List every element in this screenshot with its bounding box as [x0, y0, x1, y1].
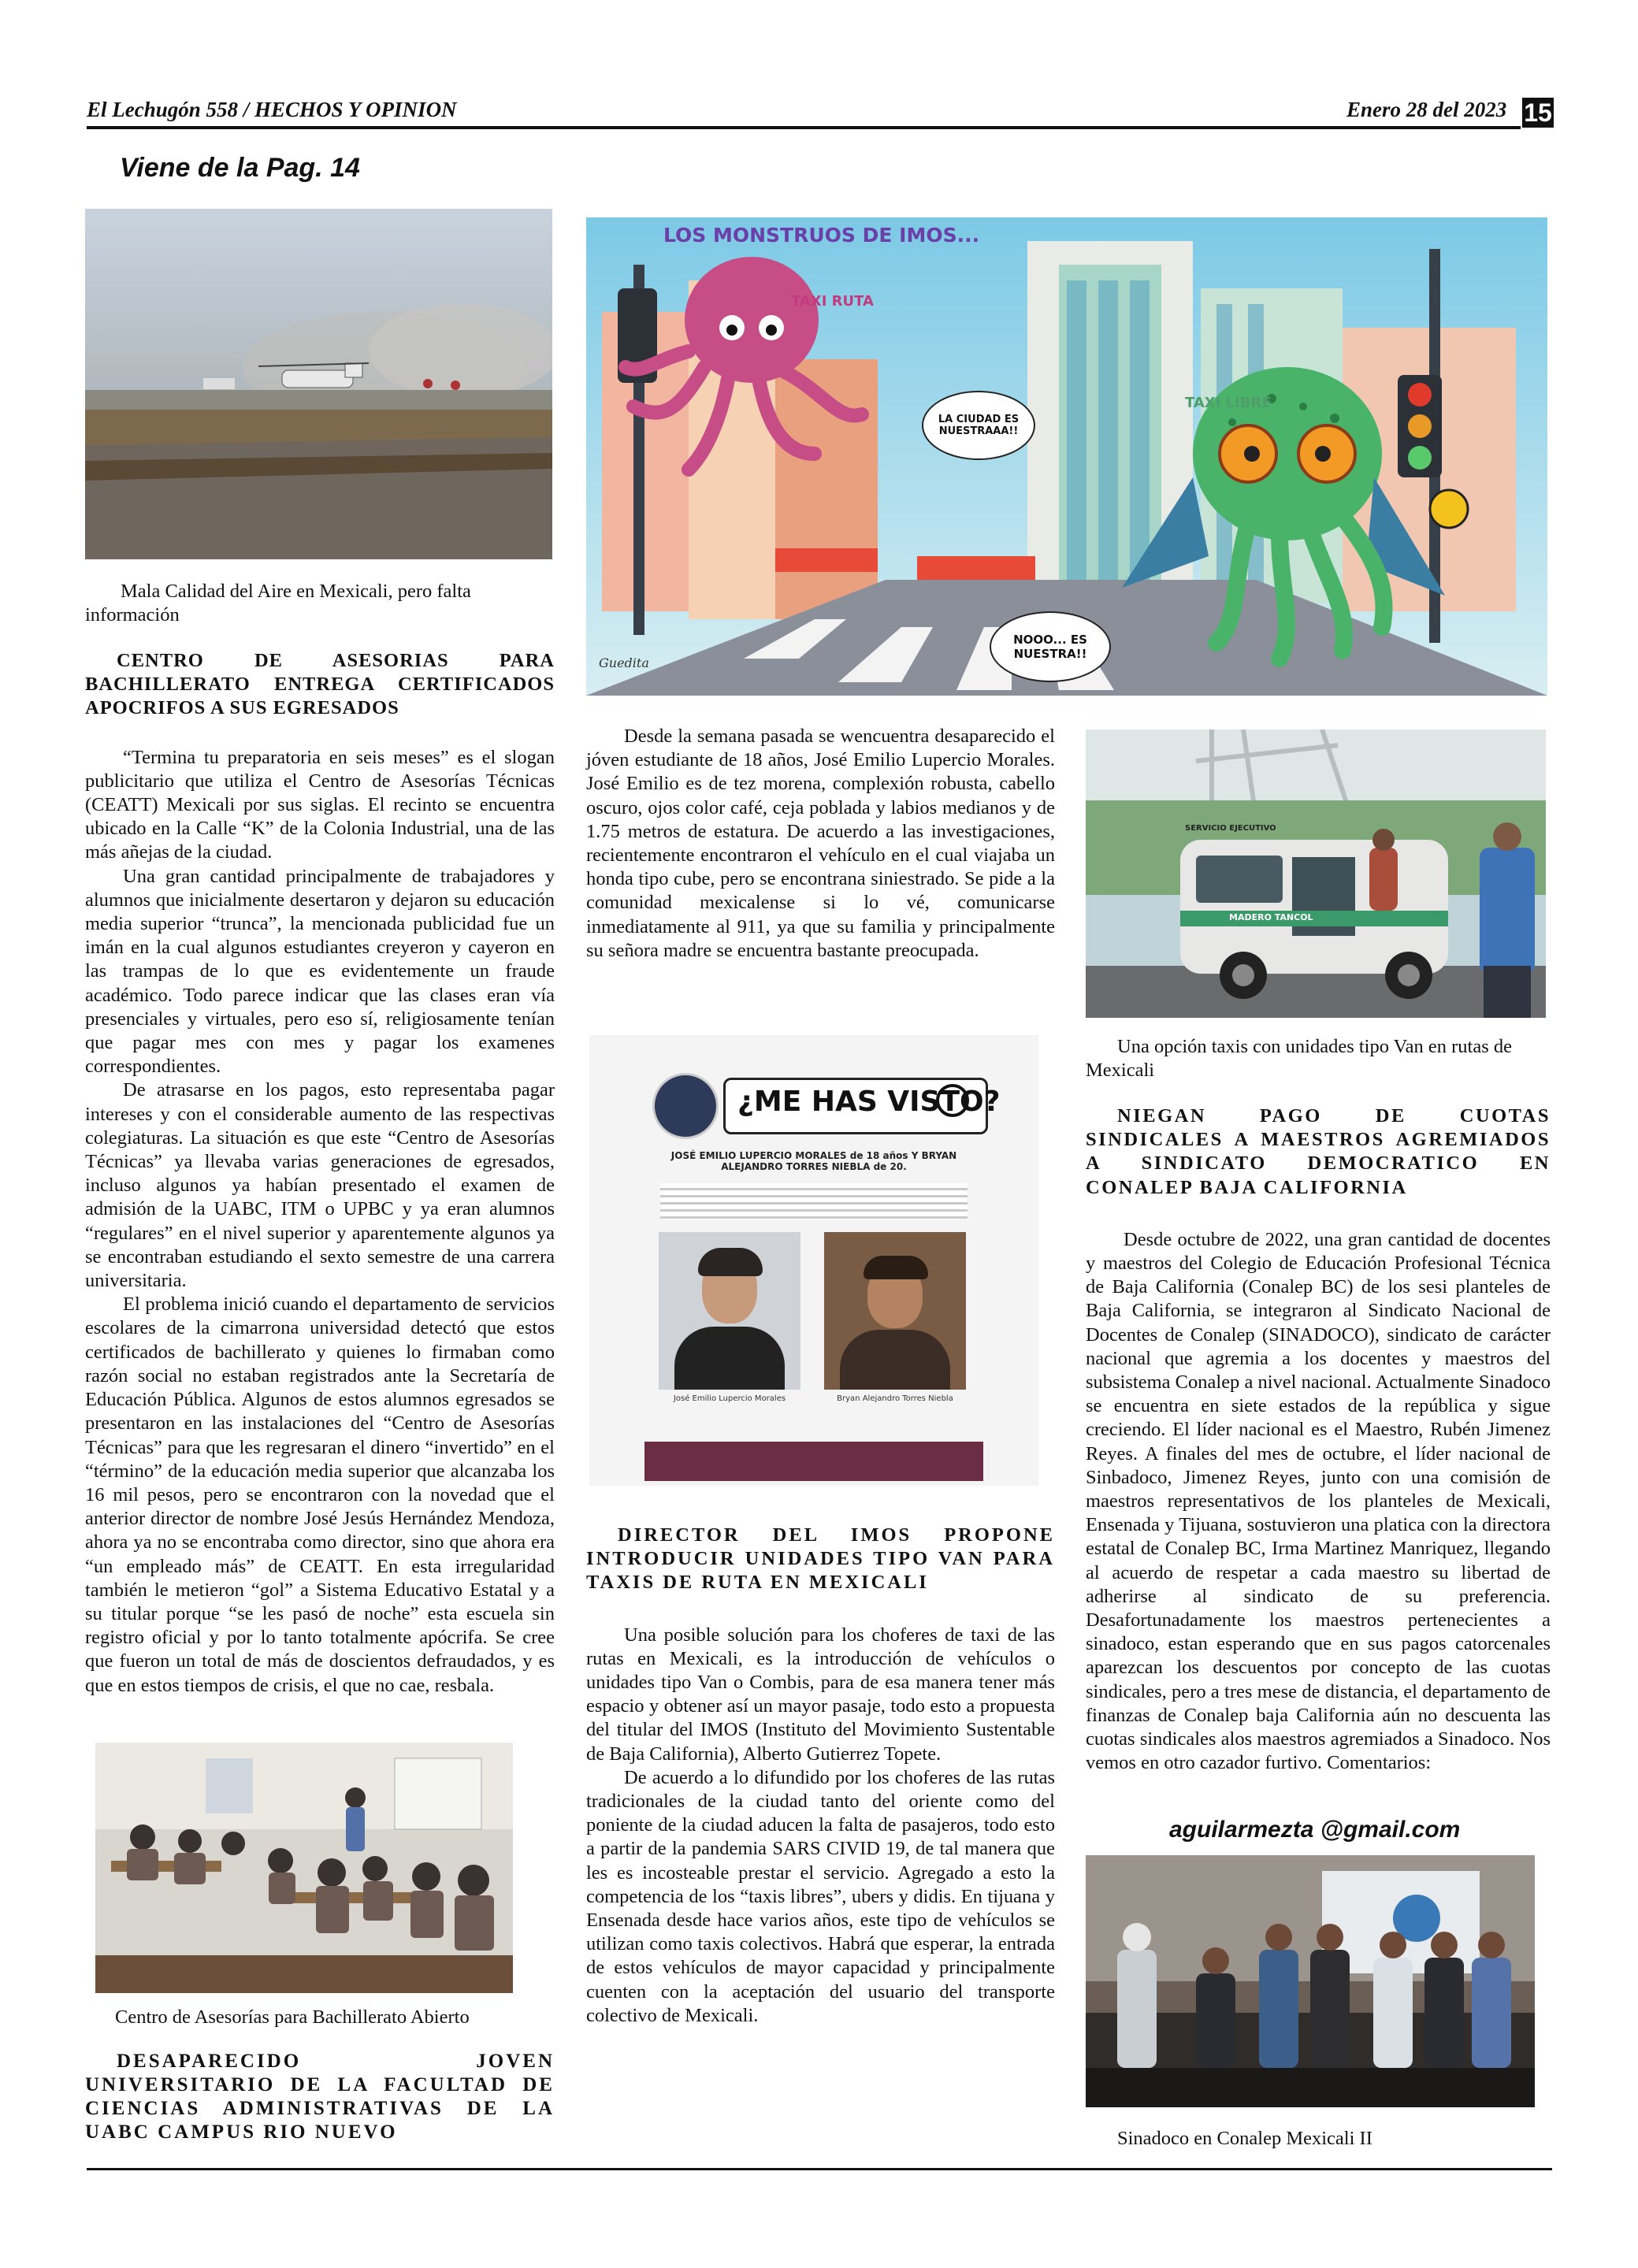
- imos-cartoon: [586, 217, 1547, 696]
- imos-headline: DIRECTOR DEL IMOS PROPONE INTRODUCIR UNIDADES TIPO VAN PARA TAXIS DE RUTA EN MEXICALI: [586, 1524, 1055, 1594]
- missing-student-article: [586, 725, 1055, 963]
- missing-poster: [589, 1035, 1038, 1486]
- cartoon-monster-label: TAXI LIBRE: [1185, 395, 1272, 411]
- classroom-caption: Centro de Asesorías para Bachillerato Abierto: [115, 2006, 470, 2028]
- sinadoco-article: [1086, 1104, 1551, 1775]
- header-rule: [87, 126, 1521, 129]
- author-email[interactable]: aguilarmezta @gmail.com: [1169, 1817, 1461, 1843]
- poster-seal-icon: [652, 1073, 719, 1139]
- imos-article: [586, 1524, 1055, 2028]
- poster-person-1: José Emilio Lupercio Morales: [673, 1394, 786, 1403]
- ceatt-paragraph-1: “Termina tu preparatoria en seis meses” es el slogan publicitario que utiliza el Centro de Asesorías Técnicas (CEATT) Mexicali por sus siglas. El recinto se encuentra ubicado en la Calle “K” de la Colonia Industrial, una de las más añejas de la ciudad.: [85, 746, 555, 863]
- van-caption: Una opción taxis con unidades tipo Van en rutas de Mexicali: [1086, 1036, 1513, 1081]
- cartoon-octopus-label: TAXI RUTA: [791, 293, 874, 310]
- imos-paragraph-2: De acuerdo a lo difundido por los choferes de las rutas tradicionales de la ciudad tanto del oriente como del poniente de la ciudad aducen la falta de pasajeros, todo esto a partir de la pandemia SARS CIVID 19, de tal manera que les es incosteable prestar el servicio. Agregado a esto la competencia de los “taxis libres”, ubers y didis. En tijuana y Ensenada desde hace varios años, este tipo de vehículos se utilizan como taxis colectivos. Habrá que esperar, la entrada de estos vehículos de mayor capacidad y principalmente cuenten con la aceptación del usuario del transporte colectivo de Mexicali.: [586, 1766, 1055, 2026]
- imos-paragraph-1: Una posible solución para los choferes de taxi de las rutas en Mexicali, es la introducción de vehículos o unidades tipo Van o Combis, para de esa manera tener más espacio y obtener así un mayor pasaje, todo esto a propuesta del titular del IMOS (Instituto del Movimiento Sustentable de Baja California), Alberto Gutierrez Topete.: [586, 1624, 1055, 1765]
- header-date: Enero 28 del 2023: [1346, 98, 1507, 121]
- cartoon-bubble-octopus: LA CIUDAD ES NUESTRAAA!!: [922, 391, 1035, 460]
- ceatt-paragraph-3: De atrasarse en los pagos, esto representaba pagar intereses y con el considerable aumento de las respectivas colegiaturas. La situación es que este “Centro de Asesorías Técnicas” ya llevaba varias generaciones de egresados, incluso algunos ya habían presentado el examen de admisión de la UABC, ITM o UPBC y ya eran alumnos “regulares” en el nivel superior y aparentemente algunos ya se encontraban estudiando el sexto semestre de una carrera universitaria.: [85, 1079, 555, 1292]
- missing-student-headline: DESAPARECIDO JOVEN UNIVERSITARIO DE LA FACULTAD DE CIENCIAS ADMINISTRATIVAS DE LA UABC CAMPUS RIO NUEVO: [85, 2051, 555, 2143]
- footer-rule: [87, 2168, 1552, 2170]
- poster-title: ¿ME HAS VISTO?: [737, 1086, 1001, 1118]
- continued-from: Viene de la Pag. 14: [120, 153, 360, 183]
- poster-body-lines: [660, 1183, 968, 1219]
- ceatt-headline: CENTRO DE ASESORIAS PARA BACHILLERATO ENTREGA CERTIFICADOS APOCRIFOS A SUS EGRESADOS: [85, 650, 555, 719]
- cartoon-signature: Guedita: [599, 655, 649, 670]
- ceatt-article: [85, 649, 555, 1698]
- poster-names: JOSÉ EMILIO LUPERCIO MORALES de 18 años Y BRYAN ALEJANDRO TORRES NIEBLA de 20.: [670, 1150, 957, 1172]
- header-publication: El Lechugón 558 / HECHOS Y OPINION: [87, 98, 457, 121]
- poster-photo-2: [824, 1232, 966, 1390]
- classroom-photo: [95, 1743, 513, 1993]
- sinadoco-caption: Sinadoco en Conalep Mexicali II: [1117, 2128, 1372, 2149]
- air-quality-caption: Mala Calidad del Aire en Mexicali, pero falta información: [85, 581, 471, 625]
- cartoon-bubble-monster: NOOO... ES NUESTRA!!: [990, 611, 1111, 682]
- sinadoco-photo: [1086, 1855, 1535, 2107]
- page-number: 15: [1522, 98, 1554, 128]
- van-photo: [1086, 729, 1546, 1018]
- van-label: SERVICIO EJECUTIVO: [1185, 824, 1276, 833]
- poster-footer: [644, 1442, 983, 1481]
- ceatt-paragraph-2: Una gran cantidad principalmente de trabajadores y alumnos que inicialmente desertaron y dejaron su educación media superior “trunca”, la mencionada publicidad fue un imán en la cual algunos estudiantes creyeron y cayeron en las trampas de lo que es evidentemente un fraude académico. Todo parece indicar que las clases eran vía presenciales y virtuales, pero eso sí, religiosamente tenían que pagar mes con mes y pagar los examenes correspondientes.: [85, 865, 555, 1078]
- air-quality-photo: [85, 209, 552, 559]
- missing-student-paragraph: Desde la semana pasada se wencuentra desaparecido el jóven estudiante de 18 años, José Emilio Lupercio Morales. José Emilio es de tez morena, complexión robusta, cabello oscuro, ojos color café, ceja poblada y labios medianos y de 1.75 metros de estatura. De acuerdo a las investigaciones, recientemente encontraron el vehículo en el cual viajaba un honda tipo cube, pero se encontrana siniestrado. Se pide a la comunidad mexicalense si lo vé, comunicarse inmediatamente al 911, ya que su familia y principalmente su señora madre se encuentra bastante preocupada.: [586, 726, 1055, 961]
- sinadoco-headline: NIEGAN PAGO DE CUOTAS SINDICALES A MAESTROS AGREMIADOS A SINDICATO DEMOCRATICO EN CONALEP BAJA CALIFORNIA: [1086, 1105, 1551, 1198]
- poster-person-2: Bryan Alejandro Torres Niebla: [837, 1394, 953, 1403]
- ceatt-paragraph-4: El problema inició cuando el departamento de servicios escolares de la cimarrona universidad detectó que estos certificados de bachillerato y quienes lo firmaban como razón social no estaban registrados ante la Secretaría de Educación Pública. Algunos de estos alumnos egresados se presentaron en las instalaciones del “Centro de Asesorías Técnicas” para que les regresaran el dinero “invertido” en el “término” de la educación media superior que alcanzaba los 16 mil pesos, pero se encontraron con la novedad que el anterior director de nombre José Jesús Hernández Mendoza, ahora ya no se encontraba como director, sino que ahora era “un empleado más” de CEATT. En esta irregularidad también le metieron “gol” a Sistema Educativo Estatal y a su titular porque “se les pasó de noche” esta escuela sin registro oficial y por lo tanto totalmente apócrifa. Se cree que fueron un total de más de doscientos defraudados, y es que en estos tiempos de crisis, el que no cae, resbala.: [85, 1294, 555, 1696]
- sinadoco-paragraph: Desde octubre de 2022, una gran cantidad de docentes y maestros del Colegio de Educación Profesional Técnica de Baja California (Conalep BC) de los sesi planteles de Baja California, se integraron al Sindicato Nacional de Docentes de Conalep (SINADOCO), sindicato de carácter nacional que agremia a los docentes y maestros del subsistema Conalep a nivel nacional. Actualmente Sinadoco se encuentra en siete estados de la república y sigue creciendo. El líder nacional es el Maestro, Rubén Jimenez Reyes. A finales del mes de octubre, el líder nacional de Sinbadoco, Jimenez Reyes, junto con una comisión de maestros representativos de los planteles de Mexicali, Ensenada y Tijuana, sostuvieron una platica con la directora estatal de Conalep BC, Irma Martinez Manriquez, llegando al acuerdo de respetar a cada maestro su libertad de adherirse al sindicato de su preferencia. Desafortunadamente los maestros pertenecientes a sinadoco, estan esperando que en sus pagos catorcenales aparezcan los descuentos por concepto de las cuotas sindicales, pero a tres mese de distancia, el departamento de finanzas de Conalep baja California aún no descuenta las cuotas sindicales alos maestros agremiados a Sinadoco. Nos vemos en otro cazador furtivo. Comentarios:: [1086, 1228, 1551, 1774]
- van-label-2: MADERO TANCOL: [1229, 912, 1313, 922]
- magnifier-icon: [936, 1084, 969, 1117]
- cartoon-title: LOS MONSTRUOS DE IMOS...: [663, 224, 980, 247]
- poster-photo-1: [659, 1232, 800, 1390]
